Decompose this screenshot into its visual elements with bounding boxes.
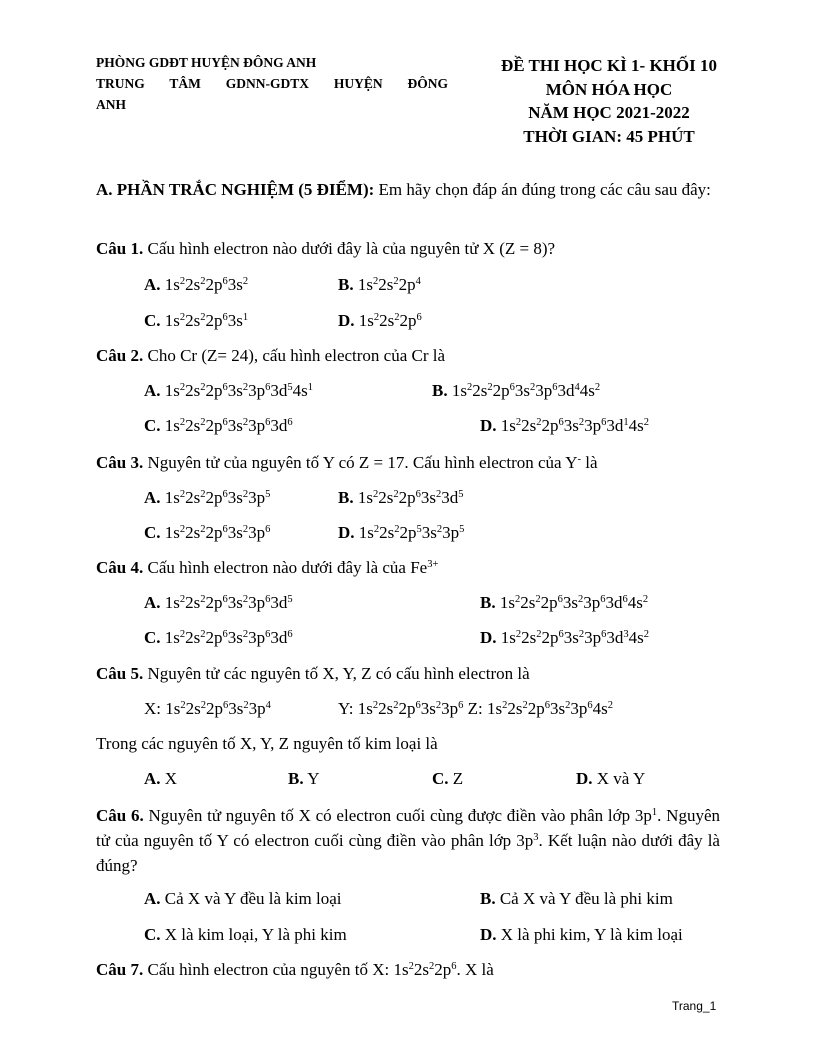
exam-title: ĐỀ THI HỌC KÌ 1- KHỐI 10 <box>501 56 717 75</box>
q1-option-b: B. $1s^22s^22p^4$ <box>338 275 421 294</box>
q4-option-b: B. $1s^22s^22p^63s^23p^63d^64s^2$ <box>480 593 649 612</box>
question-text: Cấu hình electron nào dưới đây là của Fe <box>143 558 428 577</box>
question-label: Câu 2. <box>96 346 144 365</box>
q6-option-d: D. X là phi kim, Y là kim loại <box>480 925 683 944</box>
q4-option-c: C. $1s^22s^22p^63s^23p^63d^6$ <box>144 628 293 647</box>
question-3: Câu 3. Nguyên tử của nguyên tố Y có Z = 17. Cấu hình electron của Y- là <box>96 453 598 472</box>
q4-option-d: D. $1s^22s^22p^63s^23p^63d^34s^2$ <box>480 628 650 647</box>
q5-question: Trong các nguyên tố X, Y, Z nguyên tố kim loại là <box>96 734 438 753</box>
question-label: Câu 4. <box>96 558 144 577</box>
q1-option-c: C. $1s^22s^22p^63s^1$ <box>144 311 249 330</box>
question-label: Câu 6. <box>96 806 144 825</box>
ion-charge: 3+ <box>427 559 439 570</box>
question-6: Câu 6. Nguyên tử nguyên tố X có electron cuối cùng được điền vào phân lớp $3p^1$. Nguyên tử của nguyên tố Y có electron cuối cùng điền vào phân lớp $3p^3$. Kết luận nào dưới đây là đúng? <box>96 806 721 875</box>
q2-option-c: C. $1s^22s^22p^63s^23p^63d^6$ <box>144 416 293 435</box>
q5-config-yz: Y: $1s^22s^22p^63s^23p^6$ Z: $1s^22s^22p^63s^23p^64s^2$ <box>338 699 613 718</box>
question-text: Nguyên tử của nguyên tố Y có Z = 17. Cấu hình electron của Y <box>143 453 578 472</box>
question-text: Nguyên tử các nguyên tố X, Y, Z có cấu hình electron là <box>143 664 530 683</box>
page-number: Trang_1 <box>672 999 717 1013</box>
question-label: Câu 1. <box>96 239 144 258</box>
q6-option-a: A. Cả X và Y đều là kim loại <box>144 889 342 908</box>
question-4 <box>96 558 438 578</box>
question-text: Cấu hình electron nào dưới đây là của nguyên tử X (Z = 8)? <box>143 239 556 258</box>
question-1 <box>96 239 555 259</box>
section-heading <box>96 177 720 202</box>
center-name-cont: ANH <box>96 97 126 112</box>
question-label: Câu 5. <box>96 664 144 683</box>
q6-option-b: B. Cả X và Y đều là phi kim <box>480 889 673 908</box>
exam-duration: THỜI GIAN: 45 PHÚT <box>523 126 695 146</box>
q2-option-b: B. $1s^22s^22p^63s^23p^63d^44s^2$ <box>432 381 601 400</box>
q5-option-a: A. X <box>144 769 178 788</box>
q2-option-d: D. $1s^22s^22p^63s^23p^63d^14s^2$ <box>480 416 650 435</box>
question-7: Câu 7. Cấu hình electron của nguyên tố X: $1s^22s^22p^6$. X là <box>96 960 494 979</box>
q5-config-x: X: $1s^22s^22p^63s^23p^4$ <box>144 699 271 718</box>
question-label: Câu 3. <box>96 453 144 472</box>
exam-year: NĂM HỌC 2021-2022 <box>528 103 690 122</box>
q1-option-d: D. $1s^22s^22p^6$ <box>338 311 422 330</box>
question-label: Câu 7. <box>96 960 144 979</box>
q5-option-d: D. X và Y <box>576 769 646 788</box>
q5-option-b: B. Y <box>288 769 320 788</box>
q2-option-a: A. $1s^22s^22p^63s^23p^63d^54s^1$ <box>144 381 314 400</box>
center-name: TRUNG TÂM GDNN-GDTX HUYỆN ĐÔNG <box>96 76 448 91</box>
q3-option-b: B. $1s^22s^22p^63s^23d^5$ <box>338 488 464 507</box>
section-title: A. PHẦN TRẮC NGHIỆM (5 ĐIỂM): <box>96 180 375 199</box>
q3-option-a: A. $1s^22s^22p^63s^23p^5$ <box>144 488 271 507</box>
exam-subject: MÔN HÓA HỌC <box>545 79 673 99</box>
question-2 <box>96 346 445 366</box>
q3-option-d: D. $1s^22s^22p^53s^23p^5$ <box>338 523 465 542</box>
exam-header <box>478 54 740 148</box>
q6-option-c: C. X là kim loại, Y là phi kim <box>144 925 347 944</box>
q4-option-a: A. $1s^22s^22p^63s^23p^63d^5$ <box>144 593 293 612</box>
q3-option-c: C. $1s^22s^22p^63s^23p^6$ <box>144 523 271 542</box>
q1-option-a: A. $1s^22s^22p^63s^2$ <box>144 275 249 294</box>
school-header <box>96 52 448 115</box>
ion-charge: - <box>577 454 581 465</box>
question-text: Cho Cr (Z= 24), cấu hình electron của Cr là <box>143 346 446 365</box>
question-5 <box>96 664 530 684</box>
q5-option-c: C. Z <box>432 769 464 788</box>
section-instruction: Em hãy chọn đáp án đúng trong các câu sau đây: <box>374 180 711 199</box>
department-name: PHÒNG GDĐT HUYỆN ĐÔNG ANH <box>96 55 317 70</box>
